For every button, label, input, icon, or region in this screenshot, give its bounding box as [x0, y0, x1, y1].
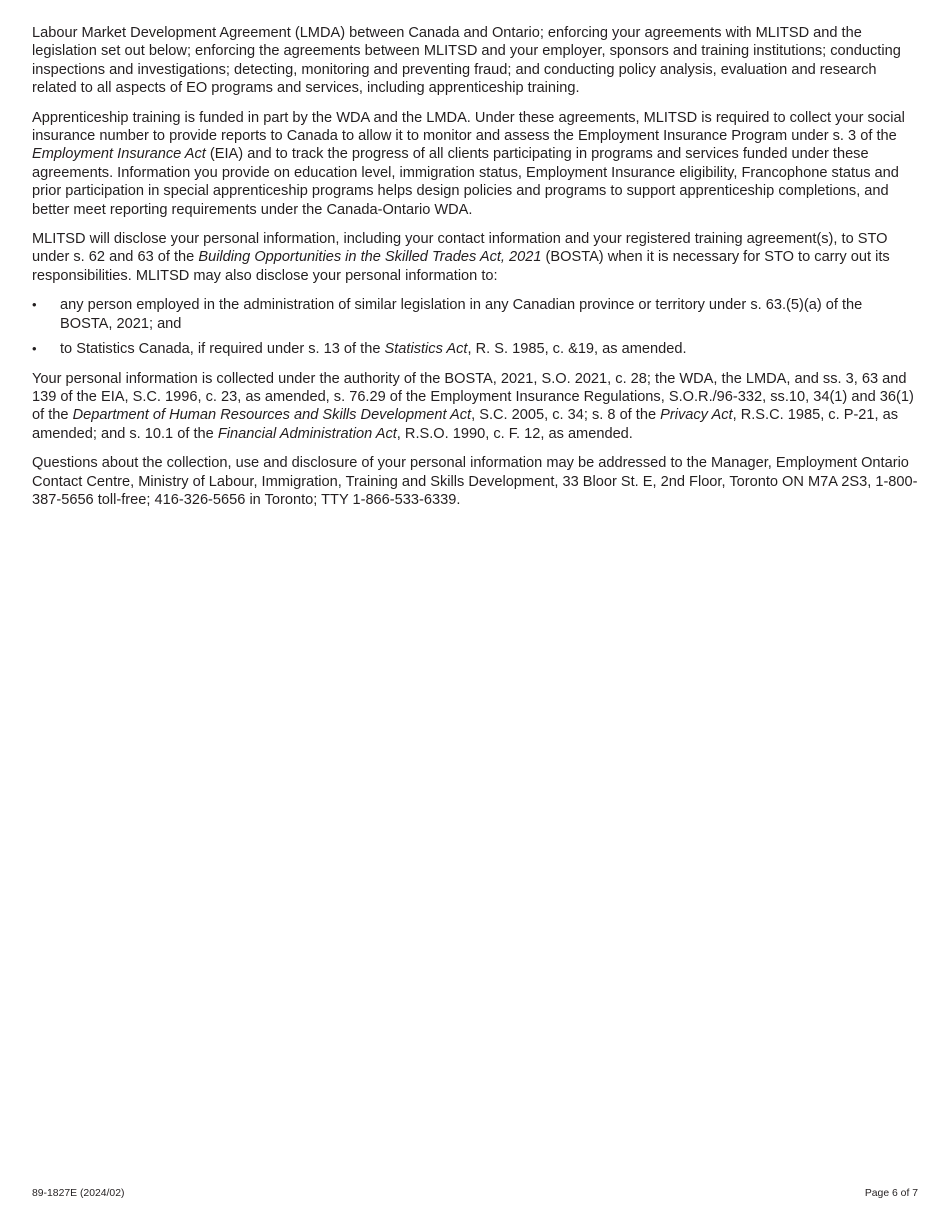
document-body [32, 24, 918, 520]
act-title-bosta: Building Opportunities in the Skilled Trades Act, 2021 [198, 249, 542, 266]
paragraph-apprenticeship-funding [32, 109, 918, 219]
bullet-icon: • [32, 297, 37, 313]
text-segment: , R.S.O. 1990, c. F. 12, as amended. [396, 425, 633, 442]
text-segment: to Statistics Canada, if required under s. 13 of the [60, 341, 385, 358]
list-item [32, 340, 918, 358]
text-segment: Your personal information is collected under the authority of the BOSTA, 2021, S.O. 2021, c. 28; the WDA, the LMDA, and ss. 3, 63 and 139 of the EIA, S.C. 1996, c. 23, as amended, s. 76.29 of the Employment Insurance Regulations, S.O.R./96-332, ss.10, 34(1) and 36(1) of the [32, 370, 914, 424]
act-title-hrsd: Department of Human Resources and Skills Development Act [72, 407, 472, 424]
text-segment: Apprenticeship training is funded in part by the WDA and the LMDA. Under these agreements, MLITSD is required to collect your social insurance number to provide reports to Canada to allow it to monitor and assess the Employment Insurance Program under s. 3 of the [32, 109, 905, 145]
text-segment: MLITSD will disclose your personal information, including your contact information and your registered training agreement(s), to STO under s. 62 and 63 of the [32, 231, 888, 266]
text-segment: , R.S.C. 1985, c. P-21, as amended; and s. 10.1 of the [32, 407, 899, 442]
text-segment: (BOSTA) when it is necessary for STO to carry out its responsibilities. MLITSD may also disclose your personal information to: [32, 249, 890, 284]
act-title-statistics: Statistics Act [384, 341, 468, 358]
list-item-text [60, 341, 687, 357]
text-segment: , R. S. 1985, c. &19, as amended. [467, 341, 687, 358]
form-number: 89-1827E (2024/02) [32, 1188, 125, 1199]
act-title-privacy: Privacy Act [660, 407, 733, 424]
bullet-icon: • [32, 341, 37, 357]
disclosure-recipient-list [32, 296, 918, 358]
paragraph-lmda-enforcement: Labour Market Development Agreement (LMDA) between Canada and Ontario; enforcing your agreements with MLITSD and the legislation set out below; enforcing the agreements between MLITSD and your employer, sponsors and training institutions; conducting inspections and investigations; detecting, monitoring and preventing fraud; and conducting policy analysis, evaluation and research related to all aspects of EO programs and services, including apprenticeship training. [32, 25, 901, 97]
page-number: Page 6 of 7 [864, 1188, 918, 1199]
list-item-text: any person employed in the administration of similar legislation in any Canadian province or territory under s. 63.(5)(a) of the BOSTA, 2021; and [60, 297, 863, 332]
text-segment: , S.C. 2005, c. 34; s. 8 of the [471, 407, 661, 424]
paragraph-contact-questions: Questions about the collection, use and disclosure of your personal information may be addressed to the Manager, Employment Ontario Contact Centre, Ministry of Labour, Immigration, Training and Skills Development, 33 Bloor St. E, 2nd Floor, Toronto ON M7A 2S3, 1-800-387-5656 toll-free; 416-326-5656 in Toronto; TTY 1-866-533-6339. [32, 455, 918, 508]
act-title-employment-insurance: Employment Insurance Act [32, 146, 206, 163]
paragraph-disclosure-to-sto [32, 230, 918, 285]
text-segment: (EIA) and to track the progress of all clients participating in programs and services funded under these agreements. Information you provide on education level, immigration status, Employment Insurance eligibility, Francophone status and prior participation in special apprenticeship programs helps design policies and programs to support apprenticeship completions, and better meet reporting requirements under the Canada-Ontario WDA. [32, 146, 899, 218]
act-title-financial-administration: Financial Administration Act [217, 425, 397, 442]
paragraph-collection-authority [32, 370, 918, 444]
list-item [32, 296, 918, 333]
